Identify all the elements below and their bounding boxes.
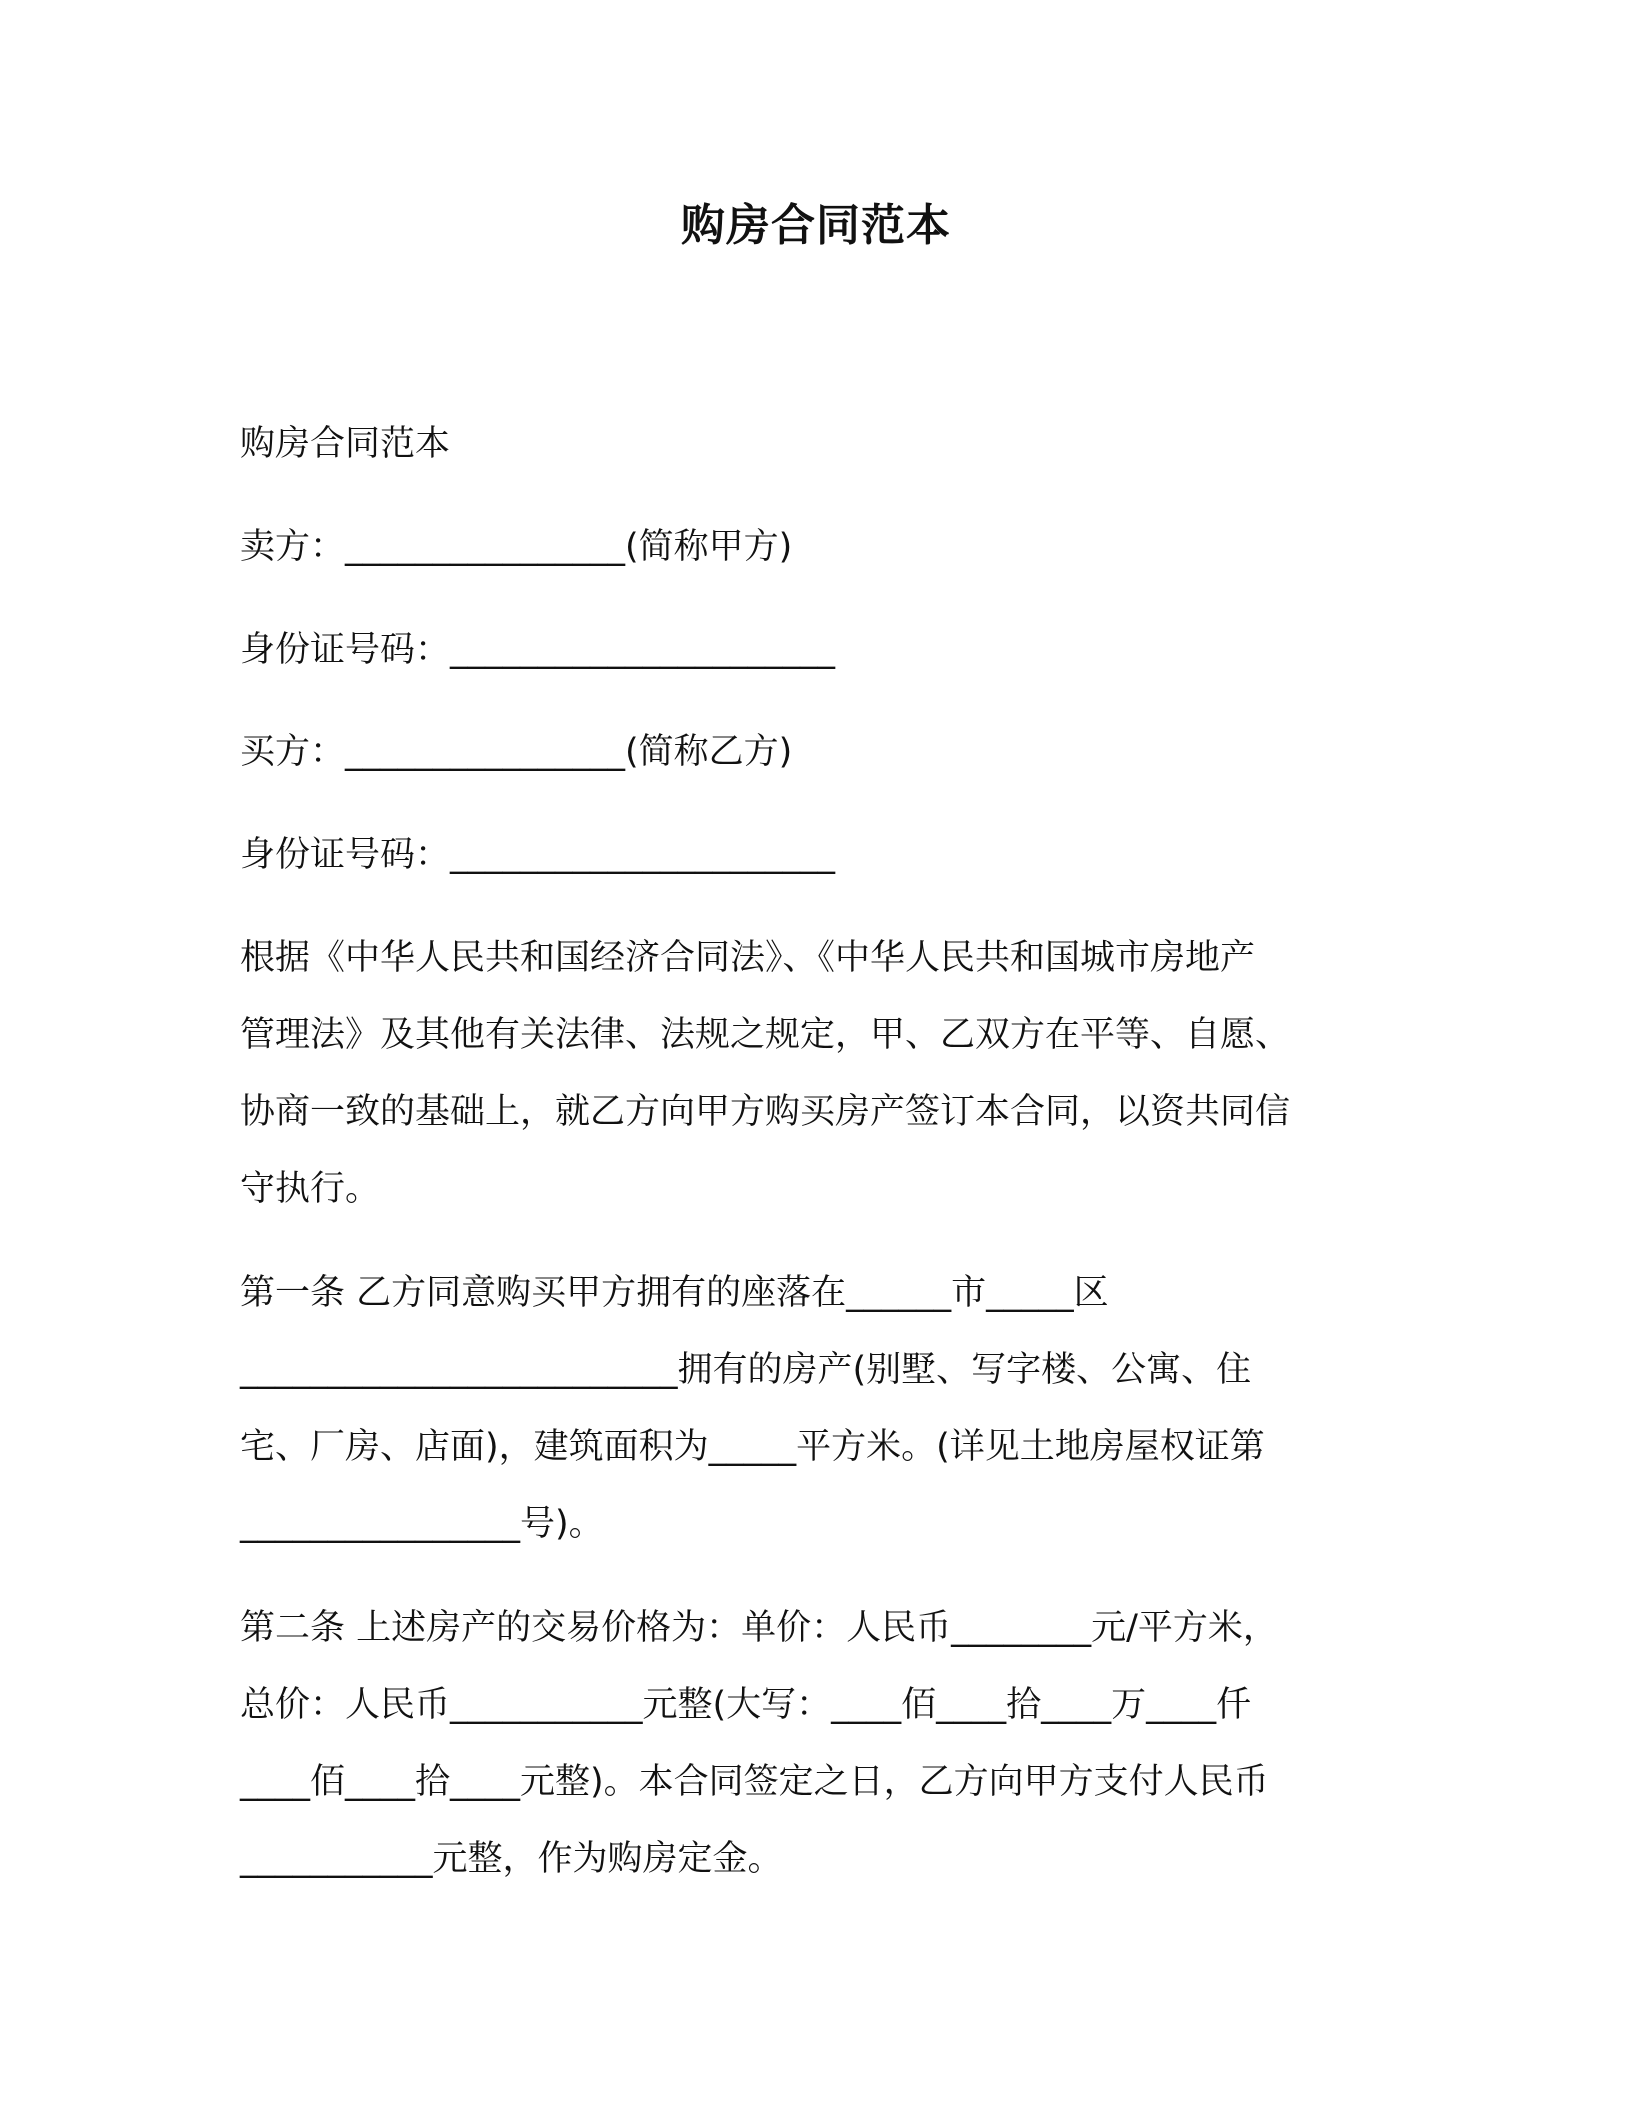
paragraph-line: 总价：人民币___________元整(大写：____佰____拾____万____仟 [240, 1685, 1252, 1725]
seller-id-line: 身份证号码：______________________ [240, 630, 836, 670]
paragraph-line: 宅、厂房、店面)，建筑面积为_____平方米。(详见土地房屋权证第 [240, 1427, 1265, 1467]
paragraph-line: 守执行。 [240, 1169, 381, 1209]
paragraph-line: _________________________拥有的房产(别墅、写字楼、公寓、住 [240, 1350, 1252, 1390]
paragraph-line: 协商一致的基础上，就乙方向甲方购买房产签订本合同，以资共同信 [240, 1092, 1291, 1132]
preamble-paragraph [240, 920, 1390, 1228]
paragraph-line: ___________元整，作为购房定金。 [240, 1839, 783, 1879]
paragraph-line: 根据《中华人民共和国经济合同法》、《中华人民共和国城市房地产 [240, 938, 1256, 978]
paragraph-line: 管理法》及其他有关法律、法规之规定，甲、乙双方在平等、自愿、 [240, 1015, 1291, 1055]
seller-line: 卖方：________________(简称甲方) [240, 527, 793, 567]
paragraph-line: 第一条 乙方同意购买甲方拥有的座落在______市_____区 [240, 1273, 1109, 1313]
paragraph-line: ________________号)。 [240, 1504, 604, 1544]
article-2-paragraph [240, 1590, 1390, 1898]
document-title: 购房合同范本 [681, 200, 951, 251]
subtitle: 购房合同范本 [240, 424, 451, 464]
buyer-id-line: 身份证号码：______________________ [240, 835, 836, 875]
paragraph-line: 第二条 上述房产的交易价格为：单价：人民币________元/平方米， [240, 1608, 1278, 1648]
buyer-line: 买方：________________(简称乙方) [240, 732, 793, 772]
article-1-paragraph [240, 1255, 1390, 1563]
paragraph-line: ____佰____拾____元整)。本合同签定之日，乙方向甲方支付人民币 [240, 1762, 1269, 1802]
